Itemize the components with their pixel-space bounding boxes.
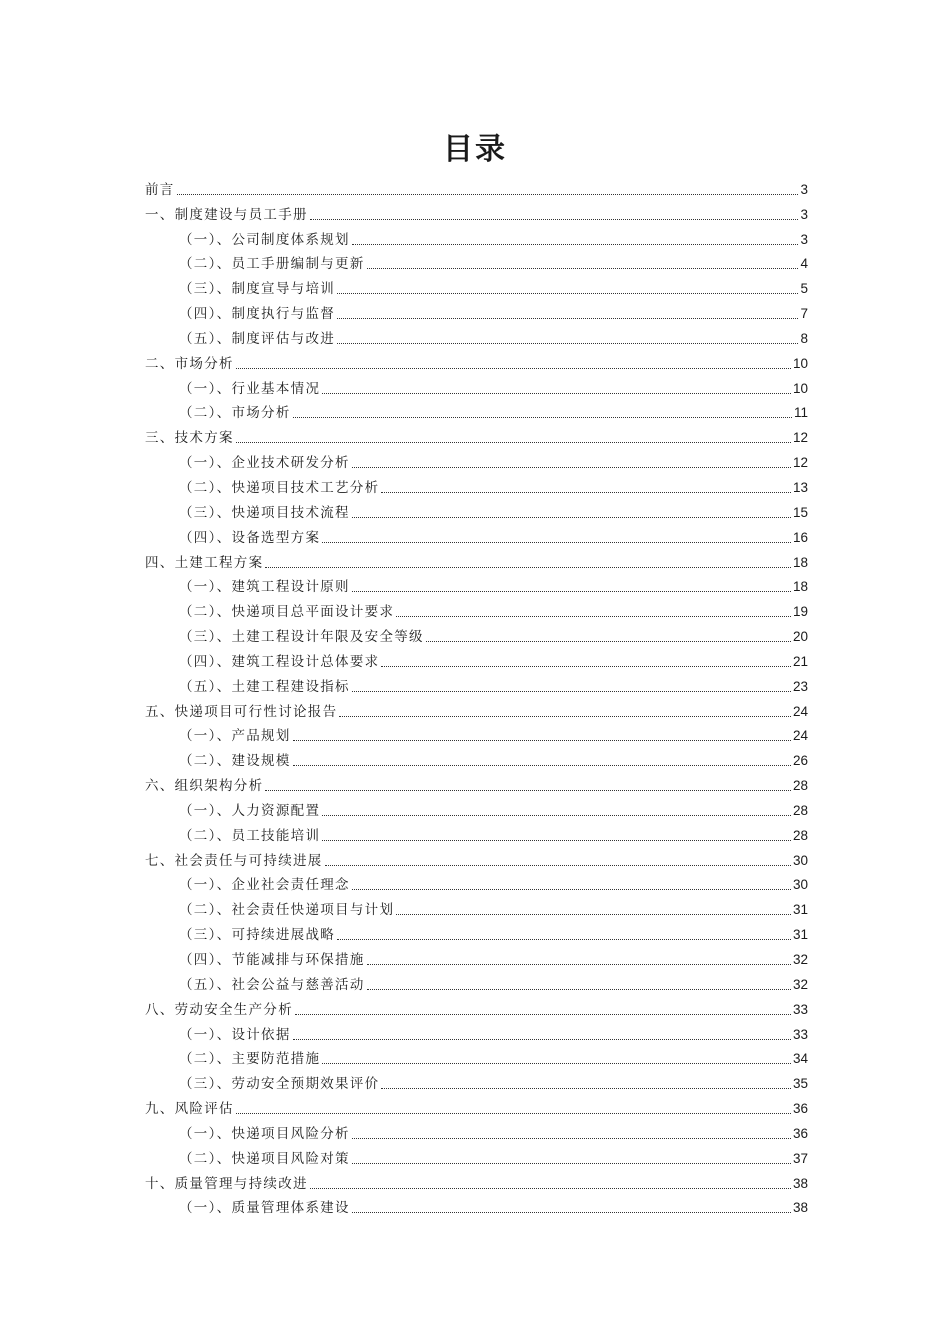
toc-entry-page-number: 30: [792, 877, 808, 893]
toc-entry-page-number: 4: [800, 256, 808, 272]
dot-leader: [352, 244, 799, 245]
toc-section-entry[interactable]: [145, 224, 808, 249]
dot-leader: [337, 939, 791, 940]
toc-entry-page-number: 28: [792, 827, 808, 843]
dot-leader: [337, 343, 798, 344]
toc-entry-page-number: 28: [792, 802, 808, 818]
toc-entry-label: （三）、劳动安全预期效果评价: [179, 1076, 380, 1093]
toc-section-entry[interactable]: [145, 894, 808, 919]
toc-entry-label: 七、社会责任与可持续进展: [145, 852, 323, 869]
toc-chapter-entry[interactable]: [145, 1093, 808, 1118]
dot-leader: [293, 417, 792, 418]
toc-entry-page-number: 32: [792, 976, 808, 992]
toc-entry-label: （五）、制度评估与改进: [179, 330, 336, 347]
toc-entry-label: （四）、建筑工程设计总体要求: [179, 653, 380, 670]
toc-entry-label: （五）、社会公益与慈善活动: [179, 976, 365, 993]
dot-leader: [396, 914, 791, 915]
toc-entry-page-number: 12: [792, 455, 808, 471]
dot-leader: [236, 1113, 791, 1114]
toc-entry-page-number: 3: [800, 181, 808, 197]
dot-leader: [352, 467, 791, 468]
toc-entry-label: 二、市场分析: [145, 355, 234, 372]
toc-section-entry[interactable]: [145, 820, 808, 845]
dot-leader: [352, 1138, 791, 1139]
toc-entry-label: （一）、行业基本情况: [179, 380, 321, 397]
toc-entry-label: （三）、可持续进展战略: [179, 927, 336, 944]
toc-chapter-entry[interactable]: [145, 770, 808, 795]
dot-leader: [339, 716, 791, 717]
toc-entry-label: （二）、员工手册编制与更新: [179, 256, 365, 273]
dot-leader: [352, 591, 791, 592]
dot-leader: [265, 567, 791, 568]
toc-entry-label: 四、土建工程方案: [145, 554, 264, 571]
dot-leader: [352, 1212, 791, 1213]
toc-section-entry[interactable]: [145, 621, 808, 646]
toc-entry-page-number: 21: [792, 653, 808, 669]
toc-entry-page-number: 20: [792, 629, 808, 645]
dot-leader: [293, 765, 791, 766]
dot-leader: [352, 1163, 791, 1164]
dot-leader: [426, 641, 791, 642]
toc-entry-label: 十、质量管理与持续改进: [145, 1175, 308, 1192]
toc-entry-label: 三、技术方案: [145, 430, 234, 447]
toc-entry-label: 六、组织架构分析: [145, 778, 264, 795]
toc-section-entry[interactable]: [145, 249, 808, 274]
toc-entry-label: （二）、社会责任快递项目与计划: [179, 902, 395, 919]
toc-entry-label: （三）、快递项目技术流程: [179, 504, 350, 521]
toc-entry-label: 五、快递项目可行性讨论报告: [145, 703, 338, 720]
toc-entry-label: （四）、设备选型方案: [179, 529, 321, 546]
toc-section-entry[interactable]: [145, 572, 808, 597]
toc-entry-page-number: 28: [792, 778, 808, 794]
toc-entry-label: （一）、企业技术研发分析: [179, 455, 350, 472]
dot-leader: [337, 318, 798, 319]
toc-entry-page-number: 13: [792, 479, 808, 495]
dot-leader: [322, 1063, 791, 1064]
toc-section-entry[interactable]: [145, 944, 808, 969]
toc-entry-page-number: 8: [800, 330, 808, 346]
toc-entry-label: （四）、制度执行与监督: [179, 306, 336, 323]
dot-leader: [381, 1088, 791, 1089]
toc-entry-label: （三）、制度宣导与培训: [179, 281, 336, 298]
toc-entry-page-number: 3: [800, 206, 808, 222]
toc-entry-page-number: 24: [792, 703, 808, 719]
dot-leader: [310, 1188, 791, 1189]
toc-entry-page-number: 33: [792, 1026, 808, 1042]
toc-section-entry[interactable]: [145, 1143, 808, 1168]
toc-entry-label: （五）、土建工程建设指标: [179, 678, 350, 695]
toc-section-entry[interactable]: [145, 870, 808, 895]
toc-entry-label: （三）、土建工程设计年限及安全等级: [179, 629, 424, 646]
toc-entry-page-number: 10: [792, 380, 808, 396]
dot-leader: [337, 293, 798, 294]
toc-section-entry[interactable]: [145, 373, 808, 398]
dot-leader: [352, 691, 791, 692]
toc-entry-page-number: 10: [792, 355, 808, 371]
toc-entry-page-number: 18: [792, 554, 808, 570]
toc-chapter-entry[interactable]: [145, 1168, 808, 1193]
toc-entry-page-number: 16: [792, 529, 808, 545]
toc-chapter-entry[interactable]: [145, 547, 808, 572]
toc-entry-page-number: 31: [792, 902, 808, 918]
dot-leader: [322, 840, 791, 841]
toc-entry-label: （一）、企业社会责任理念: [179, 877, 350, 894]
toc-section-entry[interactable]: [145, 969, 808, 994]
toc-entry-page-number: 37: [792, 1150, 808, 1166]
toc-entry-page-number: 34: [792, 1051, 808, 1067]
toc-entry-label: （一）、快递项目风险分析: [179, 1125, 350, 1142]
toc-chapter-entry[interactable]: [145, 348, 808, 373]
dot-leader: [322, 542, 791, 543]
toc-section-entry[interactable]: [145, 721, 808, 746]
toc-section-entry[interactable]: [145, 398, 808, 423]
toc-entry-page-number: 38: [792, 1200, 808, 1216]
toc-chapter-entry[interactable]: [145, 845, 808, 870]
dot-leader: [367, 964, 791, 965]
toc-entry-label: 一、制度建设与员工手册: [145, 206, 308, 223]
dot-leader: [293, 1039, 791, 1040]
toc-entry-label: 九、风险评估: [145, 1101, 234, 1118]
toc-entry-page-number: 38: [792, 1175, 808, 1191]
toc-entry-page-number: 3: [800, 231, 808, 247]
toc-section-entry[interactable]: [145, 273, 808, 298]
toc-chapter-entry[interactable]: [145, 199, 808, 224]
dot-leader: [352, 889, 791, 890]
toc-chapter-entry[interactable]: [145, 994, 808, 1019]
toc-entry-label: （一）、建筑工程设计原则: [179, 579, 350, 596]
dot-leader: [310, 219, 799, 220]
dot-leader: [352, 517, 791, 518]
dot-leader: [322, 393, 791, 394]
toc-chapter-entry[interactable]: [145, 696, 808, 721]
toc-section-entry[interactable]: [145, 1193, 808, 1218]
toc-section-entry[interactable]: [145, 795, 808, 820]
dot-leader: [236, 368, 791, 369]
toc-section-entry[interactable]: [145, 1044, 808, 1069]
toc-entry-page-number: 31: [792, 927, 808, 943]
dot-leader: [381, 492, 791, 493]
toc-section-entry[interactable]: [145, 298, 808, 323]
toc-section-entry[interactable]: [145, 745, 808, 770]
toc-entry-label: （二）、建设规模: [179, 753, 291, 770]
toc-entry-label: 八、劳动安全生产分析: [145, 1001, 293, 1018]
toc-entry-page-number: 30: [792, 852, 808, 868]
dot-leader: [325, 865, 791, 866]
toc-section-entry[interactable]: [145, 919, 808, 944]
toc-entry-label: （二）、主要防范措施: [179, 1051, 321, 1068]
toc-entry-label: （四）、节能减排与环保措施: [179, 952, 365, 968]
toc-entry-page-number: 23: [792, 678, 808, 694]
toc-entry-page-number: 19: [792, 604, 808, 620]
dot-leader: [322, 815, 791, 816]
dot-leader: [293, 740, 791, 741]
dot-leader: [381, 666, 791, 667]
toc-entry-page-number: 36: [792, 1125, 808, 1141]
dot-leader: [396, 616, 791, 617]
toc-entry-label: （二）、市场分析: [179, 405, 291, 422]
dot-leader: [367, 268, 799, 269]
toc-entry-page-number: 11: [793, 405, 808, 421]
toc-entry-label: 前言: [145, 181, 175, 198]
toc-section-entry[interactable]: [145, 1019, 808, 1044]
toc-entry-label: （二）、快递项目技术工艺分析: [179, 479, 380, 496]
toc-section-entry[interactable]: [145, 1068, 808, 1093]
toc-entry-label: （二）、员工技能培训: [179, 827, 321, 844]
toc-entry-page-number: 24: [792, 728, 808, 744]
dot-leader: [177, 194, 799, 195]
toc-entry-label: （一）、质量管理体系建设: [179, 1200, 350, 1217]
toc-entry-page-number: 35: [792, 1076, 808, 1092]
toc-entry-page-number: 26: [792, 753, 808, 769]
dot-leader: [265, 790, 791, 791]
dot-leader: [367, 989, 791, 990]
toc-entry-page-number: 12: [792, 430, 808, 446]
toc-section-entry[interactable]: [145, 497, 808, 522]
toc-entry-label: （一）、产品规划: [179, 728, 291, 745]
toc-chapter-entry[interactable]: [145, 174, 808, 199]
toc-entry-label: （一）、人力资源配置: [179, 802, 321, 819]
toc-entry-page-number: 36: [792, 1101, 808, 1117]
page-title: 目录: [443, 132, 507, 167]
table-of-contents: [145, 174, 808, 1217]
toc-section-entry[interactable]: [145, 646, 808, 671]
toc-section-entry[interactable]: [145, 323, 808, 348]
toc-entry-label: （一）、公司制度体系规划: [179, 231, 350, 248]
toc-entry-page-number: 33: [792, 1001, 808, 1017]
dot-leader: [295, 1014, 791, 1015]
toc-entry-page-number: 5: [800, 281, 808, 297]
toc-entry-label: （二）、快递项目风险对策: [179, 1150, 350, 1167]
toc-entry-page-number: 32: [792, 952, 808, 967]
toc-entry-page-number: 7: [800, 306, 808, 322]
toc-section-entry[interactable]: [145, 447, 808, 472]
toc-section-entry[interactable]: [145, 472, 808, 497]
toc-entry-page-number: 18: [792, 579, 808, 595]
toc-section-entry[interactable]: [145, 1118, 808, 1143]
toc-section-entry[interactable]: [145, 671, 808, 696]
toc-entry-label: （二）、快递项目总平面设计要求: [179, 604, 395, 621]
toc-entry-page-number: 15: [792, 504, 808, 520]
toc-section-entry[interactable]: [145, 596, 808, 621]
toc-chapter-entry[interactable]: [145, 422, 808, 447]
toc-section-entry[interactable]: [145, 522, 808, 547]
toc-entry-label: （一）、设计依据: [179, 1026, 291, 1043]
dot-leader: [236, 442, 791, 443]
